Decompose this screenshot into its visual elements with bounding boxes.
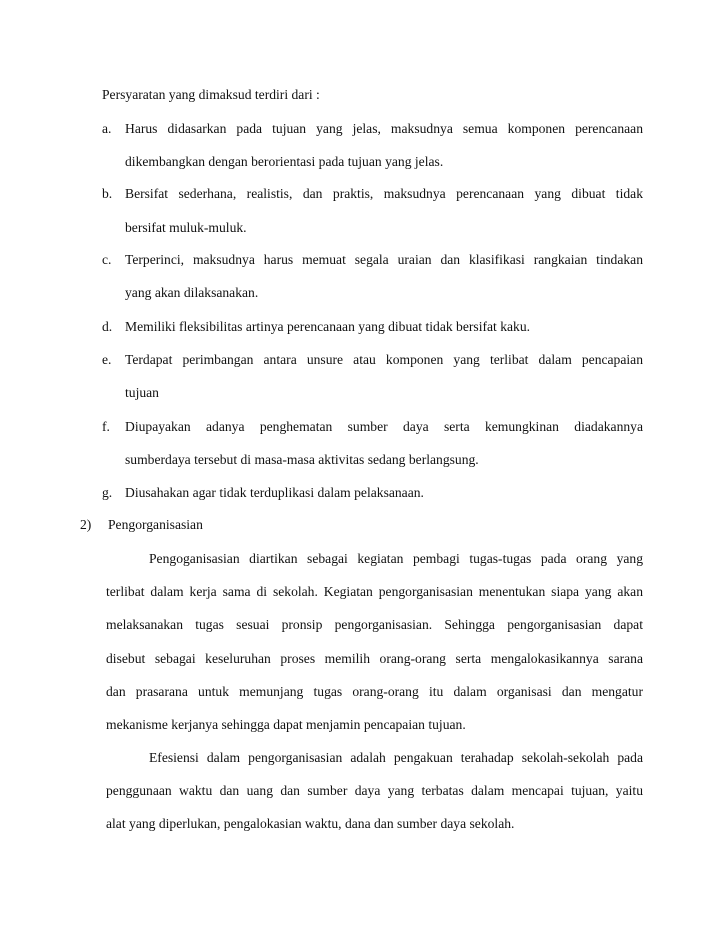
list-item-g-line1: Diusahakan agar tidak terduplikasi dalam pelaksanaan. — [125, 485, 424, 500]
list-item-a-line1: Harus didasarkan pada tujuan yang jelas, maksudnya semua komponen perencanaan — [125, 121, 643, 136]
list-item-b-line2: bersifat muluk-muluk. — [125, 220, 247, 235]
list-marker-e: e. — [102, 352, 112, 367]
list-item-f-line2: sumberdaya tersebut di masa-masa aktivitas sedang berlangsung. — [125, 452, 479, 467]
section-title: Pengorganisasian — [108, 517, 203, 532]
paragraph1-line5: dan prasarana untuk memunjang tugas orang-orang itu dalam organisasi dan mengatur — [106, 684, 643, 699]
list-item-f-line1: Diupayakan adanya penghematan sumber daya serta kemungkinan diadakannya — [125, 419, 643, 434]
paragraph2-line3: alat yang diperlukan, pengalokasian waktu, dana dan sumber daya sekolah. — [106, 816, 515, 831]
list-item-b-line1: Bersifat sederhana, realistis, dan praktis, maksudnya perencanaan yang dibuat tidak — [125, 186, 643, 201]
list-item-d-line1: Memiliki fleksibilitas artinya perencanaan yang dibuat tidak bersifat kaku. — [125, 319, 531, 334]
paragraph2-line1: Efesiensi dalam pengorganisasian adalah pengakuan terahadap sekolah-sekolah pada — [149, 750, 643, 765]
list-marker-d: d. — [102, 319, 113, 334]
list-marker-g: g. — [102, 485, 113, 500]
paragraph1-line1: Pengoganisasian diartikan sebagai kegiatan pembagi tugas-tugas pada orang yang — [149, 551, 643, 566]
list-marker-f: f. — [102, 419, 110, 434]
section-number: 2) — [80, 517, 92, 532]
paragraph1-line2: terlibat dalam kerja sama di sekolah. Kegiatan pengorganisasian menentukan siapa yang akan — [106, 584, 643, 599]
list-item-c-line2: yang akan dilaksanakan. — [125, 285, 259, 300]
paragraph1-line3: melaksanakan tugas sesuai pronsip pengorganisasian. Sehingga pengorganisasian dapat — [106, 617, 643, 632]
list-item-a-line2: dikembangkan dengan berorientasi pada tujuan yang jelas. — [125, 154, 444, 169]
paragraph2-line2: penggunaan waktu dan uang dan sumber daya yang terbatas dalam mencapai tujuan, yaitu — [106, 783, 643, 798]
list-marker-a: a. — [102, 121, 112, 136]
list-marker-b: b. — [102, 186, 113, 201]
list-item-e-line1: Terdapat perimbangan antara unsure atau komponen yang terlibat dalam pencapaian — [125, 352, 643, 367]
paragraph1-line4: disebut sebagai keseluruhan proses memilih orang-orang serta mengalokasikannya sarana — [106, 651, 643, 666]
intro-text: Persyaratan yang dimaksud terdiri dari : — [102, 87, 320, 102]
list-item-c-line1: Terperinci, maksudnya harus memuat segala uraian dan klasifikasi rangkaian tindakan — [125, 252, 643, 267]
list-marker-c: c. — [102, 252, 112, 267]
list-item-e-line2: tujuan — [125, 385, 159, 400]
paragraph1-line6: mekanisme kerjanya sehingga dapat menjamin pencapaian tujuan. — [106, 717, 466, 732]
